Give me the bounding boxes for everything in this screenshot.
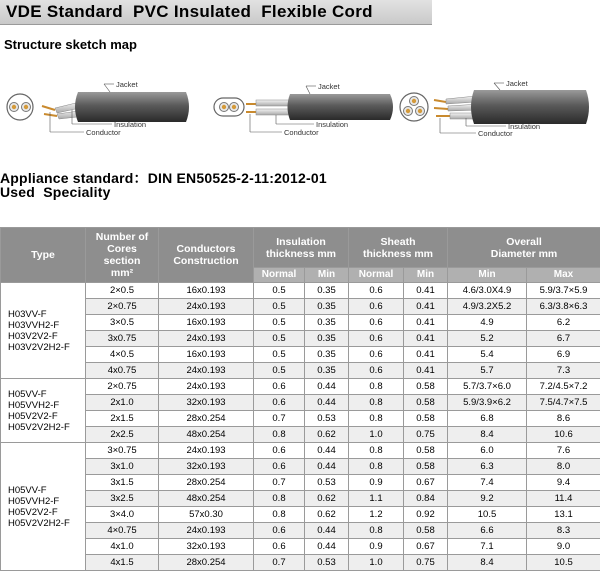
table-row (1, 443, 600, 459)
dia-min-cell: 6.3 (448, 459, 527, 475)
sheath-min-cell: 0.84 (404, 491, 448, 507)
header-diameter: Overall Diameter mm (448, 228, 600, 268)
cores-cell: 4x1.5 (86, 555, 159, 571)
sheath-normal-cell: 0.9 (349, 475, 404, 491)
dia-min-cell: 4.9 (448, 315, 527, 331)
sheath-normal-cell: 0.6 (349, 315, 404, 331)
sheath-normal-cell: 0.9 (349, 539, 404, 555)
cores-cell: 2×0.75 (86, 379, 159, 395)
ins-normal-cell: 0.6 (254, 379, 305, 395)
sheath-normal-cell: 1.1 (349, 491, 404, 507)
cores-cell: 3×4.0 (86, 507, 159, 523)
dia-max-cell: 10.5 (527, 555, 600, 571)
conductors-cell: 16x0.193 (159, 283, 254, 299)
dia-min-cell: 4.9/3.2X5.2 (448, 299, 527, 315)
dia-min-cell: 7.1 (448, 539, 527, 555)
table-row (1, 555, 600, 571)
sheath-min-cell: 0.41 (404, 299, 448, 315)
dia-max-cell: 7.5/4.7×7.5 (527, 395, 600, 411)
dia-max-cell: 7.3 (527, 363, 600, 379)
conductors-cell: 28x0.254 (159, 555, 254, 571)
header-cores: Number of Cores section mm² (86, 228, 159, 283)
cores-cell: 3x1.0 (86, 459, 159, 475)
sheath-normal-cell: 0.6 (349, 363, 404, 379)
cores-cell: 3×0.75 (86, 443, 159, 459)
dia-min-cell: 10.5 (448, 507, 527, 523)
table-row (1, 411, 600, 427)
conductors-cell: 16x0.193 (159, 347, 254, 363)
sheath-min-cell: 0.58 (404, 443, 448, 459)
table-row (1, 331, 600, 347)
conductors-cell: 32x0.193 (159, 459, 254, 475)
table-row (1, 491, 600, 507)
sheath-normal-cell: 1.2 (349, 507, 404, 523)
ins-min-cell: 0.35 (305, 347, 349, 363)
dia-max-cell: 6.2 (527, 315, 600, 331)
conductors-cell: 48x0.254 (159, 491, 254, 507)
cores-cell: 4×0.75 (86, 523, 159, 539)
type-cell: H03VV-F H03VVH2-F H03V2V2-F H03V2V2H2-F (1, 283, 86, 379)
cores-cell: 3x2.5 (86, 491, 159, 507)
header-ins-normal: Normal (254, 268, 305, 283)
ins-min-cell: 0.35 (305, 331, 349, 347)
ins-min-cell: 0.44 (305, 539, 349, 555)
conductors-cell: 24x0.193 (159, 331, 254, 347)
sheath-min-cell: 0.58 (404, 395, 448, 411)
ins-normal-cell: 0.5 (254, 331, 305, 347)
cores-cell: 3x1.5 (86, 475, 159, 491)
sheath-min-cell: 0.41 (404, 315, 448, 331)
conductors-cell: 24x0.193 (159, 363, 254, 379)
title-bar (0, 0, 432, 25)
dia-max-cell: 8.3 (527, 523, 600, 539)
dia-min-cell: 5.9/3.9×6.2 (448, 395, 527, 411)
sheath-normal-cell: 0.6 (349, 299, 404, 315)
conductors-cell: 57x0.30 (159, 507, 254, 523)
table-row (1, 459, 600, 475)
dia-max-cell: 5.9/3.7×5.9 (527, 283, 600, 299)
dia-min-cell: 5.7/3.7×6.0 (448, 379, 527, 395)
used-speciality: Used Speciality (0, 184, 111, 200)
ins-normal-cell: 0.7 (254, 555, 305, 571)
dia-max-cell: 13.1 (527, 507, 600, 523)
ins-normal-cell: 0.6 (254, 523, 305, 539)
conductor-label: Conductor (478, 129, 513, 138)
ins-normal-cell: 0.8 (254, 427, 305, 443)
sheath-normal-cell: 0.8 (349, 411, 404, 427)
dia-min-cell: 7.4 (448, 475, 527, 491)
dia-min-cell: 4.6/3.0X4.9 (448, 283, 527, 299)
jacket-label: Jacket (318, 82, 340, 91)
dia-max-cell: 6.7 (527, 331, 600, 347)
dia-max-cell: 7.6 (527, 443, 600, 459)
ins-min-cell: 0.62 (305, 427, 349, 443)
sketch-round-2core (0, 70, 196, 146)
conductors-cell: 28x0.254 (159, 411, 254, 427)
table-row (1, 299, 600, 315)
insulation-label: Insulation (508, 122, 541, 131)
dia-max-cell: 7.2/4.5×7.2 (527, 379, 600, 395)
sheath-min-cell: 0.41 (404, 363, 448, 379)
table-row (1, 363, 600, 379)
cores-cell: 4×0.5 (86, 347, 159, 363)
sheath-min-cell: 0.41 (404, 331, 448, 347)
sheath-normal-cell: 0.8 (349, 379, 404, 395)
ins-min-cell: 0.44 (305, 379, 349, 395)
header-type: Type (1, 228, 86, 283)
table-row (1, 475, 600, 491)
conductors-cell: 24x0.193 (159, 299, 254, 315)
ins-normal-cell: 0.6 (254, 395, 305, 411)
dia-max-cell: 9.0 (527, 539, 600, 555)
ins-min-cell: 0.62 (305, 491, 349, 507)
dia-min-cell: 6.6 (448, 523, 527, 539)
sheath-min-cell: 0.41 (404, 347, 448, 363)
ins-min-cell: 0.44 (305, 523, 349, 539)
sheath-normal-cell: 0.6 (349, 331, 404, 347)
ins-normal-cell: 0.6 (254, 539, 305, 555)
table-row (1, 523, 600, 539)
conductors-cell: 48x0.254 (159, 427, 254, 443)
sheath-min-cell: 0.75 (404, 555, 448, 571)
sheath-normal-cell: 1.0 (349, 555, 404, 571)
ins-normal-cell: 0.6 (254, 459, 305, 475)
ins-min-cell: 0.44 (305, 395, 349, 411)
ins-normal-cell: 0.7 (254, 411, 305, 427)
cores-cell: 2x2.5 (86, 427, 159, 443)
header-insulation: Insulation thickness mm (254, 228, 349, 268)
ins-min-cell: 0.44 (305, 459, 349, 475)
dia-max-cell: 9.4 (527, 475, 600, 491)
cores-cell: 2×0.75 (86, 299, 159, 315)
sheath-normal-cell: 1.0 (349, 427, 404, 443)
conductors-cell: 24x0.193 (159, 523, 254, 539)
dia-min-cell: 6.0 (448, 443, 527, 459)
header-sheath-min: Min (404, 268, 448, 283)
spec-table (0, 227, 600, 571)
dia-min-cell: 5.7 (448, 363, 527, 379)
cores-cell: 3×0.5 (86, 315, 159, 331)
ins-min-cell: 0.44 (305, 443, 349, 459)
sketch-round-3core (396, 70, 596, 146)
table-row (1, 315, 600, 331)
page-title: VDE Standard PVC Insulated Flexible Cord (6, 2, 373, 21)
insulation-label: Insulation (114, 120, 147, 129)
ins-normal-cell: 0.5 (254, 299, 305, 315)
ins-min-cell: 0.35 (305, 315, 349, 331)
dia-max-cell: 8.6 (527, 411, 600, 427)
cores-cell: 4x0.75 (86, 363, 159, 379)
sheath-min-cell: 0.41 (404, 283, 448, 299)
sheath-normal-cell: 0.8 (349, 459, 404, 475)
sheath-min-cell: 0.58 (404, 379, 448, 395)
ins-normal-cell: 0.5 (254, 347, 305, 363)
dia-min-cell: 5.2 (448, 331, 527, 347)
sheath-min-cell: 0.75 (404, 427, 448, 443)
conductors-cell: 16x0.193 (159, 315, 254, 331)
sheath-min-cell: 0.58 (404, 523, 448, 539)
jacket-label: Jacket (506, 79, 528, 88)
ins-min-cell: 0.53 (305, 475, 349, 491)
table-row (1, 347, 600, 363)
ins-normal-cell: 0.5 (254, 363, 305, 379)
ins-normal-cell: 0.7 (254, 475, 305, 491)
sheath-min-cell: 0.67 (404, 539, 448, 555)
spec-table-body (1, 283, 600, 571)
cores-cell: 3x0.75 (86, 331, 159, 347)
ins-min-cell: 0.53 (305, 411, 349, 427)
conductors-cell: 24x0.193 (159, 443, 254, 459)
table-row (1, 395, 600, 411)
sheath-min-cell: 0.58 (404, 459, 448, 475)
table-row (1, 507, 600, 523)
ins-min-cell: 0.62 (305, 507, 349, 523)
cores-cell: 2×0.5 (86, 283, 159, 299)
header-dia-min: Min (448, 268, 527, 283)
sheath-min-cell: 0.58 (404, 411, 448, 427)
insulation-label: Insulation (316, 120, 349, 129)
dia-min-cell: 6.8 (448, 411, 527, 427)
dia-max-cell: 8.0 (527, 459, 600, 475)
sheath-min-cell: 0.67 (404, 475, 448, 491)
ins-min-cell: 0.35 (305, 363, 349, 379)
ins-normal-cell: 0.8 (254, 507, 305, 523)
ins-normal-cell: 0.5 (254, 315, 305, 331)
conductors-cell: 28x0.254 (159, 475, 254, 491)
header-sheath: Sheath thickness mm (349, 228, 448, 268)
cores-cell: 4x1.0 (86, 539, 159, 555)
table-row (1, 283, 600, 299)
sheath-normal-cell: 0.6 (349, 283, 404, 299)
ins-normal-cell: 0.6 (254, 443, 305, 459)
appliance-standard: Appliance standard：DIN EN50525-2-11:2012-01 (0, 170, 327, 186)
conductors-cell: 24x0.193 (159, 379, 254, 395)
sheath-normal-cell: 0.6 (349, 347, 404, 363)
sketch-flat-2core (210, 70, 400, 146)
jacket-label: Jacket (116, 80, 138, 89)
header-conductors: Conductors Construction (159, 228, 254, 283)
ins-normal-cell: 0.8 (254, 491, 305, 507)
dia-max-cell: 11.4 (527, 491, 600, 507)
dia-max-cell: 6.9 (527, 347, 600, 363)
dia-min-cell: 5.4 (448, 347, 527, 363)
cores-cell: 2x1.0 (86, 395, 159, 411)
ins-normal-cell: 0.5 (254, 283, 305, 299)
header-dia-max: Max (527, 268, 600, 283)
type-cell: H05VV-F H05VVH2-F H05V2V2-F H05V2V2H2-F (1, 379, 86, 443)
ins-min-cell: 0.53 (305, 555, 349, 571)
dia-min-cell: 8.4 (448, 427, 527, 443)
conductors-cell: 32x0.193 (159, 539, 254, 555)
header-sheath-normal: Normal (349, 268, 404, 283)
sheath-normal-cell: 0.8 (349, 443, 404, 459)
type-cell: H05VV-F H05VVH2-F H05V2V2-F H05V2V2H2-F (1, 443, 86, 571)
sketch-title: Structure sketch map (4, 37, 137, 52)
dia-max-cell: 10.6 (527, 427, 600, 443)
ins-min-cell: 0.35 (305, 299, 349, 315)
cores-cell: 2x1.5 (86, 411, 159, 427)
table-row (1, 379, 600, 395)
dia-min-cell: 9.2 (448, 491, 527, 507)
conductor-label: Conductor (284, 128, 319, 137)
dia-min-cell: 8.4 (448, 555, 527, 571)
table-row (1, 539, 600, 555)
header-ins-min: Min (305, 268, 349, 283)
sheath-normal-cell: 0.8 (349, 523, 404, 539)
table-row (1, 427, 600, 443)
ins-min-cell: 0.35 (305, 283, 349, 299)
sheath-min-cell: 0.92 (404, 507, 448, 523)
sheath-normal-cell: 0.8 (349, 395, 404, 411)
conductor-label: Conductor (86, 128, 121, 137)
conductors-cell: 32x0.193 (159, 395, 254, 411)
dia-max-cell: 6.3/3.8×6.3 (527, 299, 600, 315)
